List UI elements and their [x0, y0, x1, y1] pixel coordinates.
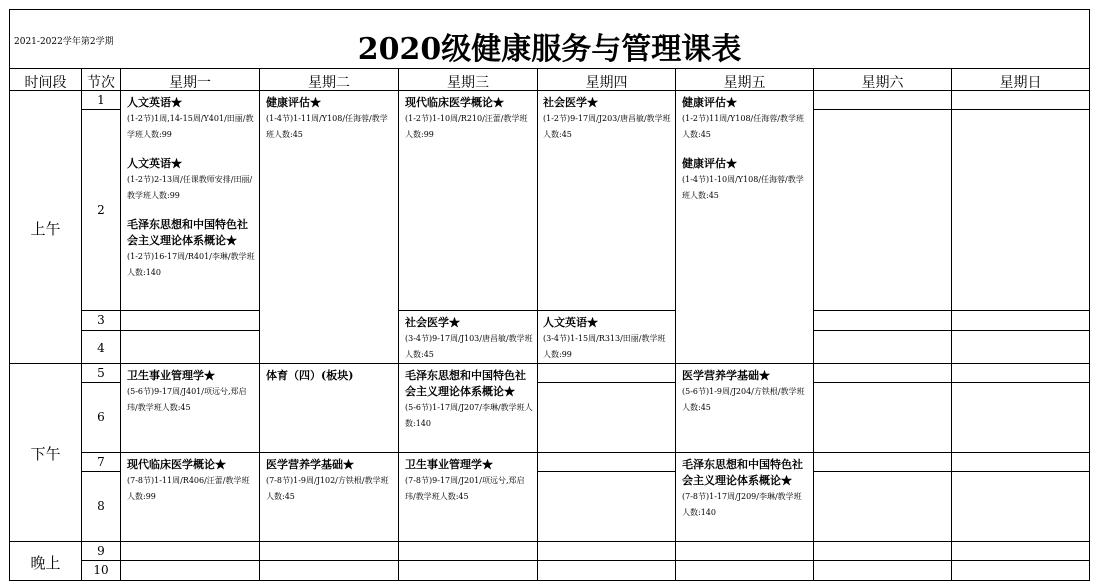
course-block-thu-am-1 — [543, 95, 671, 142]
section-5: 5 — [97, 366, 105, 380]
row-line-7 — [81, 471, 121, 472]
course-name: 毛泽东思想和中国特色社会主义理论体系概论★ — [682, 458, 803, 487]
col-line-sat — [951, 68, 952, 581]
course-block-wed-am-1 — [405, 95, 533, 142]
course-name: 人文英语★ — [543, 316, 598, 329]
section-7: 7 — [97, 455, 105, 469]
course-block-fri-pm-1 — [682, 368, 809, 415]
section-4: 4 — [97, 341, 105, 355]
course-block-tue-pm-2 — [266, 457, 394, 504]
course-detail: (1-2节)1周,14-15周/Y401/田丽/教学班人数:99 — [127, 114, 254, 139]
course-block-mon-pm-1 — [127, 368, 255, 415]
period-evening: 晚上 — [30, 554, 61, 572]
course-name: 毛泽东思想和中国特色社会主义理论体系概论★ — [127, 218, 248, 247]
section-1: 1 — [97, 93, 105, 107]
col-line-fri — [813, 68, 814, 581]
col-line-mon — [259, 68, 260, 581]
course-name: 人文英语★ — [127, 96, 182, 109]
row-line-5-b — [537, 382, 675, 383]
header-sun: 星期日 — [999, 75, 1042, 91]
course-detail: (7-8节)1-17周/J209/李琳/教学班人数:140 — [682, 492, 802, 517]
course-detail: (5-6节)1-17周/J207/李琳/教学班人数:140 — [405, 403, 533, 428]
course-detail: (5-6节)1-9周/J204/方铁根/教学班人数:45 — [682, 387, 805, 412]
header-sat: 星期六 — [861, 75, 904, 91]
border-top — [9, 9, 1090, 10]
course-block-mon-am — [127, 95, 255, 280]
course-detail: (7-8节)1-9周/J102/方铁根/教学班人数:45 — [266, 476, 389, 501]
col-line-tue — [398, 68, 399, 581]
course-name: 卫生事业管理学★ — [127, 369, 215, 382]
section-8: 8 — [97, 499, 105, 513]
course-name: 医学营养学基础★ — [682, 369, 770, 382]
course-name: 社会医学★ — [405, 316, 460, 329]
section-9: 9 — [97, 544, 105, 558]
row-line-7-b — [537, 471, 675, 472]
section-2: 2 — [97, 203, 105, 217]
course-name: 现代临床医学概论★ — [405, 96, 504, 109]
course-detail: (3-4节)1-15周/R313/田丽/教学班人数:99 — [543, 334, 666, 359]
course-block-tue-pm-1 — [266, 368, 394, 384]
period-morning: 上午 — [30, 220, 61, 238]
course-block-fri-am — [682, 95, 809, 203]
course-detail: (1-2节)9-17周/J203/唐昌敏/教学班人数:45 — [543, 114, 671, 139]
row-line-5 — [81, 382, 121, 383]
course-block-thu-am-2 — [543, 315, 671, 362]
course-block-wed-am-2 — [405, 315, 533, 362]
course-detail: (7-8节)1-11周/R406/汪蕾/教学班人数:99 — [127, 476, 250, 501]
course-name: 医学营养学基础★ — [266, 458, 354, 471]
header-period: 时间段 — [24, 75, 67, 91]
course-block-fri-pm-2 — [682, 457, 809, 520]
morning-end-line — [9, 363, 1090, 364]
section-10: 10 — [93, 563, 109, 577]
afternoon-end-line — [9, 541, 1090, 542]
course-name: 体育（四）(板块) — [266, 369, 354, 382]
course-name: 健康评估★ — [682, 157, 737, 170]
title-row-line — [9, 68, 1090, 69]
row-line-2 — [81, 310, 260, 311]
header-fri: 星期五 — [723, 75, 766, 91]
row-line-1 — [81, 109, 121, 110]
border-right — [1089, 9, 1090, 581]
course-block-mon-pm-2 — [127, 457, 255, 504]
col-line-thu — [675, 68, 676, 581]
header-tue: 星期二 — [308, 75, 350, 91]
course-name: 现代临床医学概论★ — [127, 458, 226, 471]
header-wed: 星期三 — [447, 75, 489, 91]
row-line-3 — [81, 330, 260, 331]
course-detail: (1-4节)1-10周/Y108/任海蓉/教学班人数:45 — [682, 175, 804, 200]
section-6: 6 — [97, 410, 105, 424]
course-detail: (1-2节)2-13周/任课教师安排/田丽/教学班人数:99 — [127, 175, 253, 200]
course-name: 人文英语★ — [127, 157, 182, 170]
course-detail: (7-8节)9-17周/J201/项远兮,郑启玮/教学班人数:45 — [405, 476, 525, 501]
row-line-6 — [81, 452, 1090, 453]
course-name: 毛泽东思想和中国特色社会主义理论体系概论★ — [405, 369, 526, 398]
border-bottom — [9, 580, 1090, 581]
col-line-wed — [537, 68, 538, 581]
course-name: 健康评估★ — [266, 96, 321, 109]
header-mon: 星期一 — [169, 75, 211, 91]
course-detail: (1-2节)11周/Y108/任海蓉/教学班人数:45 — [682, 114, 804, 139]
page-title: 2020级健康服务与管理课表 — [357, 32, 742, 67]
course-name: 健康评估★ — [682, 96, 737, 109]
course-name: 卫生事业管理学★ — [405, 458, 493, 471]
period-afternoon: 下午 — [30, 445, 61, 463]
course-detail: (5-6节)9-17周/J401/项远兮,郑启玮/教学班人数:45 — [127, 387, 247, 412]
border-left — [9, 9, 10, 581]
section-3: 3 — [97, 313, 105, 327]
row-line-9 — [81, 560, 1090, 561]
course-detail: (1-4节)1-11周/Y108/任海蓉/教学班人数:45 — [266, 114, 388, 139]
course-detail: (1-2节)16-17周/R401/李琳/教学班人数:140 — [127, 252, 255, 277]
course-block-wed-pm-1 — [405, 368, 533, 431]
course-detail: (1-2节)1-10周/R210/汪蕾/教学班人数:99 — [405, 114, 528, 139]
course-block-wed-pm-2 — [405, 457, 533, 504]
course-name: 社会医学★ — [543, 96, 598, 109]
course-block-tue-am — [266, 95, 394, 142]
header-section: 节次 — [87, 75, 115, 91]
course-detail: (3-4节)9-17周/J103/唐昌敏/教学班人数:45 — [405, 334, 533, 359]
header-thu: 星期四 — [585, 75, 628, 91]
semester-label: 2021-2022学年第2学期 — [14, 37, 114, 47]
